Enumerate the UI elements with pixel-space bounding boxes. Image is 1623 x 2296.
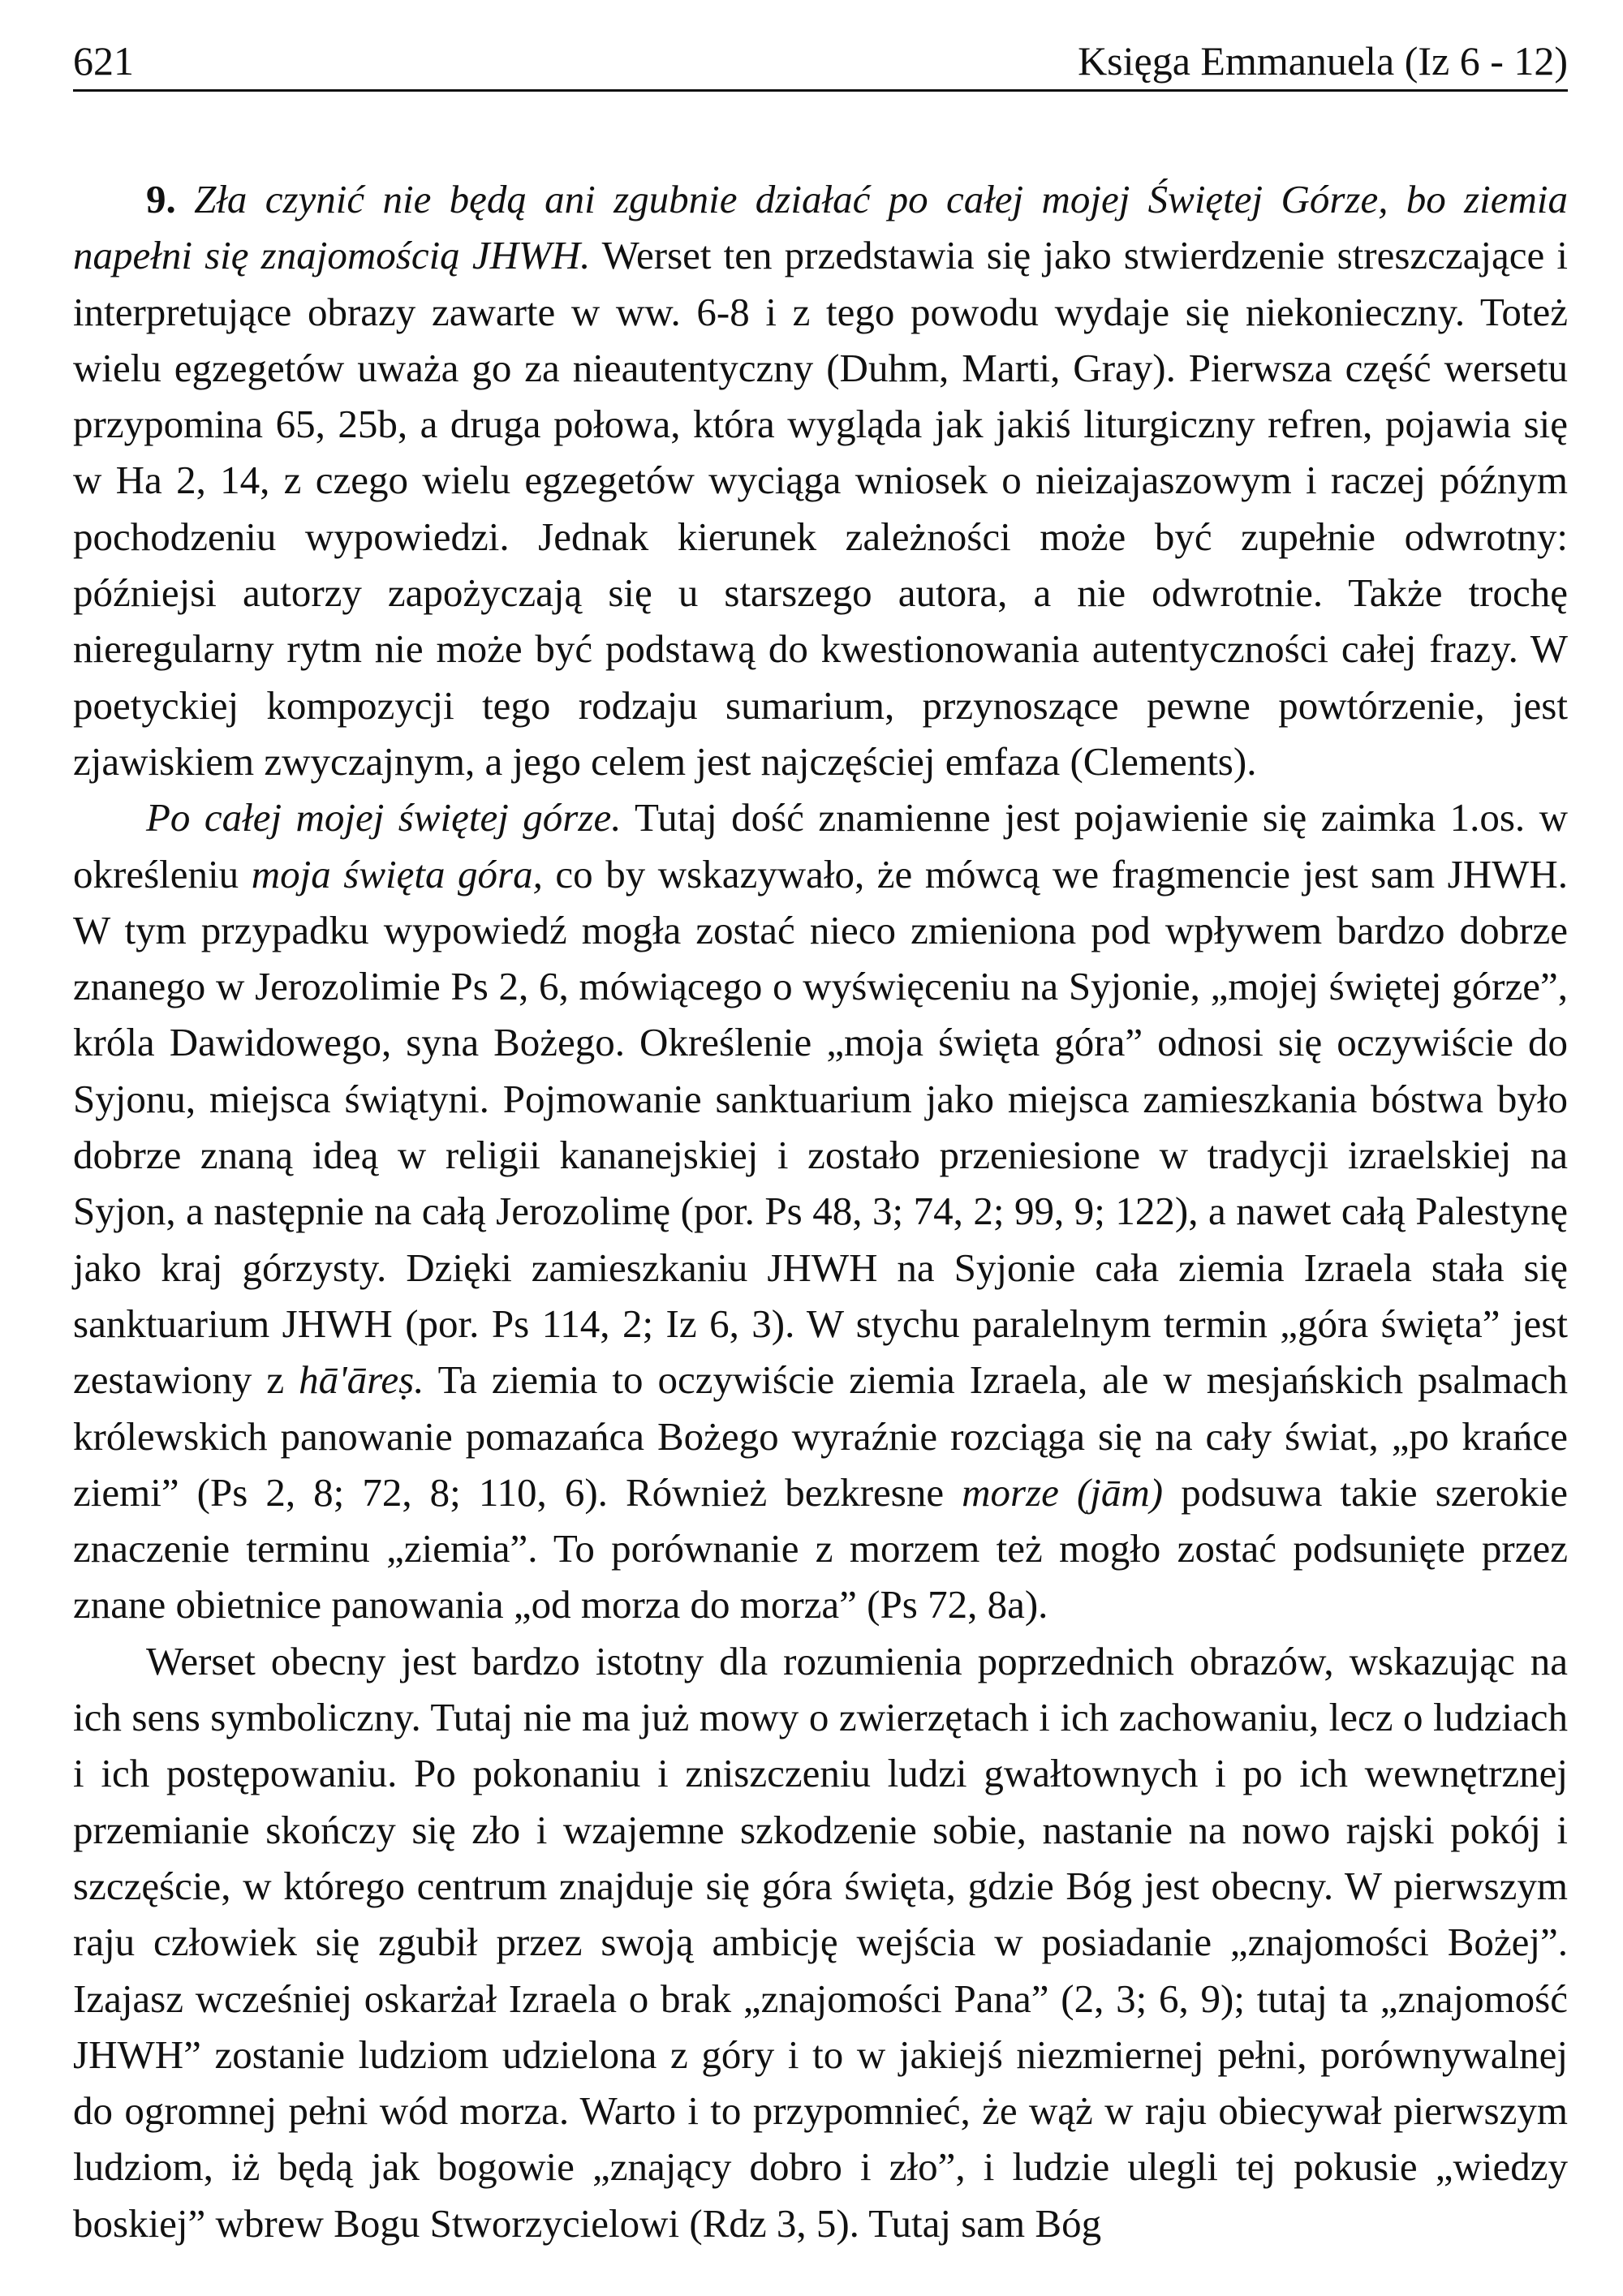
italic-term: hā'āreṣ. (299, 1357, 424, 1403)
paragraph-symbolic-sense (73, 1633, 1568, 2251)
paragraph-text: Tutaj dość znamienne jest pojawienie się zaimka 1.os. w określeniu (73, 795, 1568, 896)
paragraph-text: co by wskazywało, że mówcą we fragmencie jest sam JHWH. W tym przypadku wypowiedź mogła zostać nieco zmieniona pod wpływem bardzo dobrze znanego w Jerozolimie Ps 2, 6, mówiącego o wyświęceniu na Syjonie, „mojej świętej górze”, króla Dawidowego, syna Bożego. Określenie „moja święta góra” odnosi się oczywiście do Syjonu, miejsca świątyni. Pojmowanie sanktuarium jako miejsca zamieszkania bóstwa było dobrze znaną ideą w religii kananejskiej i zostało przeniesione w tradycji izraelskiej na Syjon, a następnie na całą Jerozolimę (por. Ps 48, 3; 74, 2; 99, 9; 122), a nawet całą Palestynę jako kraj górzysty. Dzięki zamieszkaniu JHWH na Syjonie cała ziemia Izraela stała się sanktuarium JHWH (por. Ps 114, 2; Iz 6, 3). W stychu paralelnym termin „góra święta” jest zestawiony z (73, 851, 1568, 1403)
italic-term: morze (962, 1469, 1059, 1515)
page-body (73, 171, 1568, 2251)
running-header (73, 32, 1568, 92)
verse-number: 9. (146, 177, 176, 221)
paragraph-verse-9 (73, 171, 1568, 789)
paragraph-lemma: Po całej mojej świętej górze. (146, 795, 622, 841)
paragraph-holy-mountain (73, 789, 1568, 1632)
verse-lemma: Zła czynić nie będą ani zgubnie działać po całej mojej Świętej Górze, bo ziemia napełni się znajomością JHWH. (73, 177, 1569, 278)
italic-term: (jām) (1076, 1469, 1164, 1515)
paragraph-text: podsuwa takie szerokie znaczenie terminu „ziemia”. To porównanie z morzem też mogło zostać podsunięte przez znane obietnice panowania „od morza do morza” (Ps 72, 8a). (73, 1469, 1568, 1627)
running-title: Księga Emmanuela (Iz 6 - 12) (1078, 38, 1568, 84)
italic-term: moja święta góra, (251, 851, 543, 896)
paragraph-text: Werset ten przedstawia się jako stwierdzenie streszczające i interpretujące obrazy zawarte w ww. 6-8 i z tego powodu wydaje się niekonieczny. Toteż wielu egzegetów uważa go za nieautentyczny (Duhm, Marti, Gray). Pierwsza część wersetu przypomina 65, 25b, a druga połowa, która wygląda jak jakiś liturgiczny refren, pojawia się w Ha 2, 14, z czego wielu egzegetów wyciąga wniosek o nieizajaszowym i raczej późnym pochodzeniu wypowiedzi. Jednak kierunek zależności może być zupełnie odwrotny: późniejsi autorzy zapożyczają się u starszego autora, a nie odwrotnie. Także trochę nieregularny rytm nie może być podstawą do kwestionowania autentyczności całej frazy. W poetyckiej kompozycji tego rodzaju sumarium, przynoszące pewne powtórzenie, jest zjawiskiem zwyczajnym, a jego celem jest najczęściej emfaza (Clements). (73, 233, 1568, 784)
book-page (73, 32, 1568, 2251)
paragraph-text: Ta ziemia to oczywiście ziemia Izraela, ale w mesjańskich psalmach królewskich panowanie pomazańca Bożego wyraźnie rozciąga się na cały świat, „po krańce ziemi” (Ps 2, 8; 72, 8; 110, 6). Również bezkresne (73, 1357, 1568, 1515)
paragraph-text: Werset obecny jest bardzo istotny dla rozumienia poprzednich obrazów, wskazując na ich sens symboliczny. Tutaj nie ma już mowy o zwierzętach i ich zachowaniu, lecz o ludziach i ich postępowaniu. Po pokonaniu i zniszczeniu ludzi gwałtownych i po ich wewnętrznej przemianie skończy się zło i wzajemne szkodzenie sobie, nastanie na nowo rajski pokój i szczęście, w którego centrum znajduje się góra święta, gdzie Bóg jest obecny. W pierwszym raju człowiek się zgubił przez swoją ambicję wejścia w posiadanie „znajomości Bożej”. Izajasz wcześniej oskarżał Izraela o brak „znajomości Pana” (2, 3; 6, 9); tutaj ta „znajomość JHWH” zostanie ludziom udzielona z góry i to w jakiejś niezmiernej pełni, porównywalnej do ogromnej pełni wód morza. Warto i to przypomnieć, że wąż w raju obiecywał pierwszym ludziom, iż będą jak bogowie „znający dobro i zło”, i ludzie ulegli tej pokusie „wiedzy boskiej” wbrew Bogu Stworzycielowi (Rdz 3, 5). Tutaj sam Bóg (73, 1638, 1568, 2246)
page-number: 621 (73, 38, 134, 84)
